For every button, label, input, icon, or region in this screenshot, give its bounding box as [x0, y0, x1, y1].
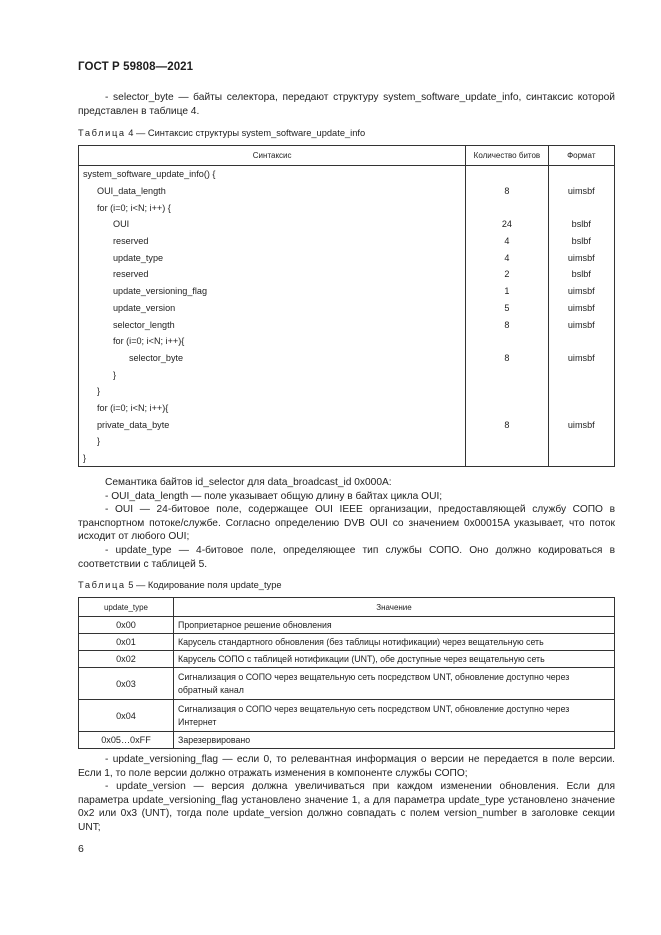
table5-cell-code: 0x01: [79, 634, 174, 651]
semantics-section: [78, 476, 615, 571]
semantics-intro: Семантика байтов id_selector для data_broadcast_id 0x000A:: [105, 477, 392, 488]
table4-cell-format: bslbf: [548, 216, 614, 233]
table5-cell-code: 0x03: [79, 668, 174, 700]
table4-cell-format: [548, 199, 614, 216]
table5-cell-code: 0x05…0xFF: [79, 732, 174, 749]
table4-cell-format: bslbf: [548, 266, 614, 283]
semantics-oui: - OUI — 24-битовое поле, содержащее OUI IEEE организации, предоставляющей службу СОПО в транспортном потоке/службе. Согласно определению DVB OUI со значением 0x00015A указывает, что поток исходит от любого OUI;: [78, 504, 615, 543]
table5-cell-value: Карусель СОПО с таблицей нотификации (UNT), обе доступные через вещательную сеть: [174, 651, 615, 668]
table4-row: [79, 366, 615, 383]
table4-caption: [78, 128, 365, 138]
table4-cell-bits: [466, 433, 548, 450]
table4-cell-format: uimsbf: [548, 249, 614, 266]
table4-row: [79, 300, 615, 317]
table4-row: [79, 316, 615, 333]
table4-cell-bits: 8: [466, 416, 548, 433]
table4-cell-syntax: OUI_data_length: [79, 183, 466, 200]
table4-row: [79, 350, 615, 367]
closing-versioning-flag: - update_versioning_flag — если 0, то релевантная информация о версии не передается в поле версии. Если 1, то поле версии должно отражать изменения в компоненте службы СОПО;: [78, 754, 615, 779]
table4-row: [79, 416, 615, 433]
table5-row: [79, 651, 615, 668]
intro-paragraph: [78, 91, 615, 118]
table4-cell-bits: [466, 450, 548, 467]
table4-row: [79, 333, 615, 350]
table4-cell-bits: 4: [466, 249, 548, 266]
table5-cell-value: Зарезервировано: [174, 732, 615, 749]
semantics-oui-data-length: - OUI_data_length — поле указывает общую длину в байтах цикла OUI;: [105, 490, 443, 502]
table4-cell-format: [548, 383, 614, 400]
table4-cell-format: bslbf: [548, 233, 614, 250]
table4-cell-format: uimsbf: [548, 350, 614, 367]
table4-cell-syntax: reserved: [79, 266, 466, 283]
table5-header-value: Значение: [174, 598, 615, 617]
table5-cell-value: Проприетарное решение обновления: [174, 617, 615, 634]
table4-cell-bits: 1: [466, 283, 548, 300]
table4-cell-bits: [466, 199, 548, 216]
table4-cell-bits: 5: [466, 300, 548, 317]
table4-cell-format: [548, 450, 614, 467]
table4-cell-format: uimsbf: [548, 316, 614, 333]
table5-row: [79, 668, 615, 700]
table5-row: [79, 732, 615, 749]
table4-cell-bits: [466, 366, 548, 383]
table4-cell-syntax: selector_length: [79, 316, 466, 333]
table4-cell-syntax: for (i=0; i<N; i++){: [79, 333, 466, 350]
table4-cell-format: [548, 400, 614, 417]
table4-cell-syntax: update_versioning_flag: [79, 283, 466, 300]
table4-cell-syntax: }: [79, 450, 466, 467]
table4-row: [79, 266, 615, 283]
table4-cell-bits: 8: [466, 183, 548, 200]
table4-row: [79, 233, 615, 250]
table4-cell-syntax: }: [79, 383, 466, 400]
table4-row: [79, 283, 615, 300]
table5-row: [79, 634, 615, 651]
table4-cell-bits: [466, 383, 548, 400]
table4-cell-syntax: for (i=0; i<N; i++) {: [79, 199, 466, 216]
closing-update-version: - update_version — версия должна увеличиваться при каждом изменении обновления. Если для параметра update_versioning_flag установлено значение 1, а для параметра update_type установлено значение 0x2 или 0x3 (UNT), тогда поле update_version должно совпадать с полем version_number в заголовке секции UNT;: [78, 781, 615, 833]
table4-cell-bits: [466, 400, 548, 417]
table4-caption-title: 4 — Синтаксис структуры system_software_update_info: [128, 128, 366, 138]
table4-cell-syntax: private_data_byte: [79, 416, 466, 433]
intro-text: - selector_byte — байты селектора, передают структуру system_software_update_info, синтаксис которой представлен в таблице 4.: [78, 92, 615, 117]
table4-row: [79, 216, 615, 233]
table4-cell-syntax: }: [79, 433, 466, 450]
table4-row: [79, 249, 615, 266]
table5-caption-title: 5 — Кодирование поля update_type: [128, 580, 282, 590]
table4-cell-bits: [466, 166, 548, 183]
table4-row: [79, 383, 615, 400]
table4-caption-prefix: Таблица: [78, 128, 126, 138]
table4-cell-bits: 8: [466, 316, 548, 333]
table4-syntax: [78, 145, 615, 467]
table4-cell-syntax: selector_byte: [79, 350, 466, 367]
table4-cell-bits: 2: [466, 266, 548, 283]
table4-cell-bits: 4: [466, 233, 548, 250]
table4-cell-format: [548, 166, 614, 183]
table5-caption-prefix: Таблица: [78, 580, 126, 590]
table5-caption: [78, 580, 282, 590]
table4-cell-bits: 24: [466, 216, 548, 233]
table4-cell-bits: 8: [466, 350, 548, 367]
table5-header-code: update_type: [79, 598, 174, 617]
table5-row: [79, 700, 615, 732]
table4-header-format: Формат: [548, 146, 614, 166]
table5-cell-value: Сигнализация о СОПО через вещательную сеть посредством UNT, обновление доступно через обратный канал: [174, 668, 615, 700]
table4-cell-format: uimsbf: [548, 183, 614, 200]
table5-cell-value: Карусель стандартного обновления (без таблицы нотификации) через вещательную сеть: [174, 634, 615, 651]
table4-row: [79, 183, 615, 200]
page-number: 6: [78, 843, 84, 855]
table4-cell-format: uimsbf: [548, 283, 614, 300]
table5-cell-code: 0x02: [79, 651, 174, 668]
table4-cell-format: [548, 366, 614, 383]
table4-cell-format: [548, 433, 614, 450]
table4-header-bits: Количество битов: [466, 146, 548, 166]
table4-cell-format: uimsbf: [548, 300, 614, 317]
table4-row: [79, 400, 615, 417]
table4-row: [79, 450, 615, 467]
document-header: ГОСТ Р 59808—2021: [78, 61, 194, 73]
table4-cell-syntax: system_software_update_info() {: [79, 166, 466, 183]
table5-cell-value: Сигнализация о СОПО через вещательную сеть посредством UNT, обновление доступно через Интернет: [174, 700, 615, 732]
table5-cell-code: 0x00: [79, 617, 174, 634]
table5-row: [79, 617, 615, 634]
table5-cell-code: 0x04: [79, 700, 174, 732]
table4-cell-syntax: }: [79, 366, 466, 383]
table4-cell-format: uimsbf: [548, 416, 614, 433]
table4-row: [79, 166, 615, 183]
table4-cell-bits: [466, 333, 548, 350]
table4-cell-syntax: reserved: [79, 233, 466, 250]
table4-row: [79, 199, 615, 216]
table4-cell-syntax: update_version: [79, 300, 466, 317]
table4-row: [79, 433, 615, 450]
table5-update-type: [78, 597, 615, 749]
table4-cell-format: [548, 333, 614, 350]
table4-cell-syntax: OUI: [79, 216, 466, 233]
table4-cell-syntax: for (i=0; i<N; i++){: [79, 400, 466, 417]
semantics-update-type: - update_type — 4-битовое поле, определяющее тип службы СОПО. Оно должно кодироваться в соответствии с таблицей 5.: [78, 544, 615, 570]
table4-header-syntax: Синтаксис: [79, 146, 466, 166]
table4-cell-syntax: update_type: [79, 249, 466, 266]
closing-section: [78, 753, 615, 835]
